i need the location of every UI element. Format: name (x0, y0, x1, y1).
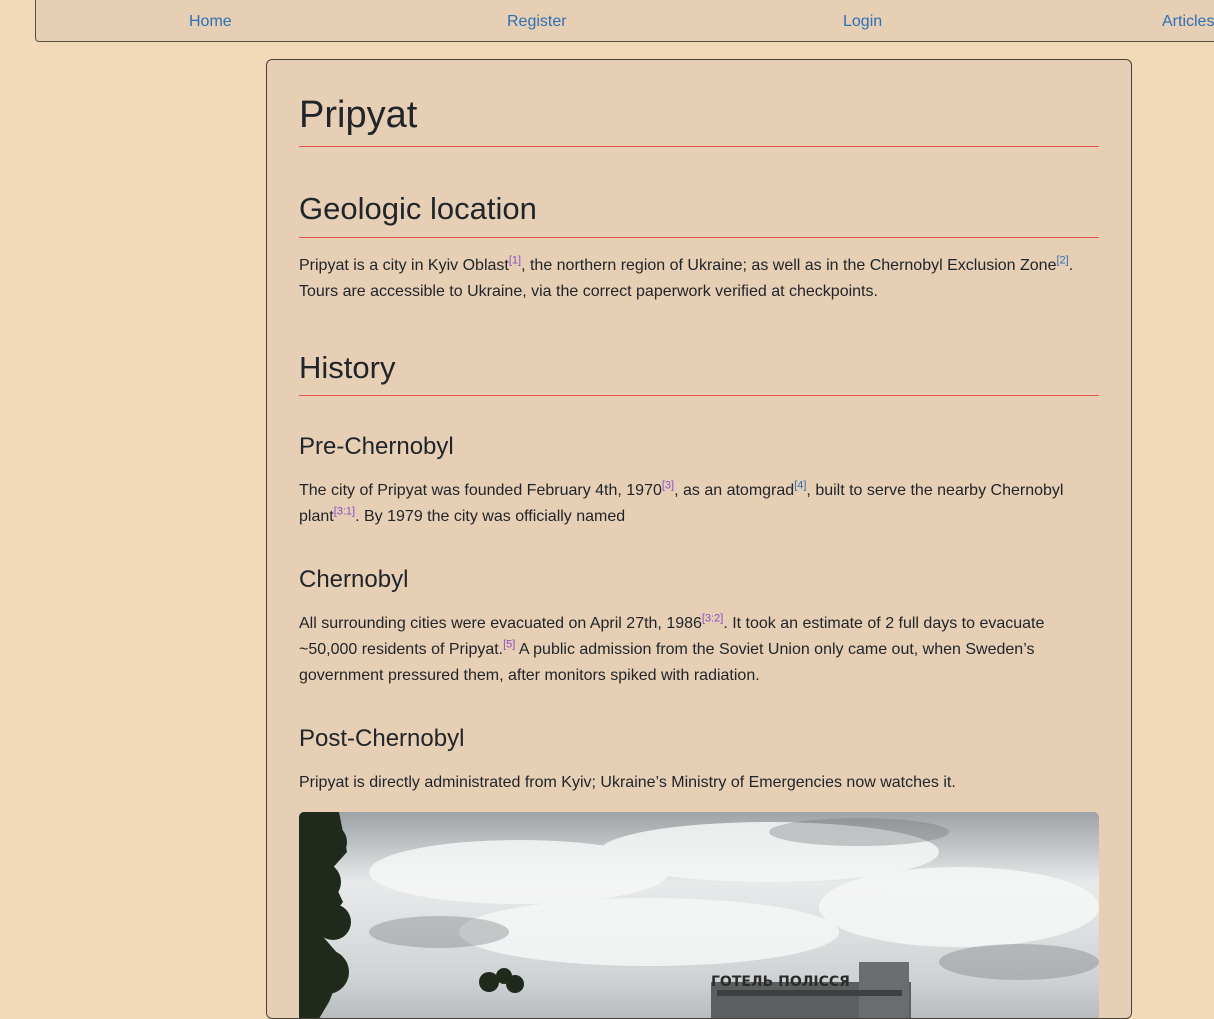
chernobyl-text-2: . It took an estimate of 2 full days to evacuate ~50,000 residents of Pripyat. (299, 615, 1045, 658)
chernobyl-paragraph (299, 611, 1099, 689)
nav-register-link[interactable]: Register (507, 13, 567, 30)
history-heading: History (299, 350, 396, 385)
post-chernobyl-heading: Post-Chernobyl (299, 725, 465, 752)
article-card (266, 59, 1132, 1019)
title-divider (299, 146, 1099, 147)
pripyat-hotel-photo (299, 812, 1099, 1019)
pre-text-1: The city of Pripyat was founded February 4th, 1970 (299, 482, 662, 499)
hotel-sign: ГОТЕЛЬ ПОЛІССЯ (711, 974, 850, 990)
geologic-text-1: Pripyat is a city in Kyiv Oblast (299, 257, 509, 274)
pre-text-4: . By 1979 the city was officially named (355, 508, 626, 525)
page-title: Pripyat (299, 94, 418, 136)
geologic-paragraph (299, 253, 1099, 305)
footnote-ref-3-1[interactable]: [3:1] (333, 505, 356, 518)
geologic-heading: Geologic location (299, 191, 537, 226)
footnote-ref-5[interactable]: [5] (503, 638, 516, 651)
footnote-ref-2[interactable]: [2] (1056, 254, 1069, 267)
post-text-1: Pripyat is directly administrated from Kyiv; Ukraine’s Ministry of Emergencies now watches it. (299, 774, 956, 791)
footnote-ref-3-2[interactable]: [3:2] (701, 612, 724, 625)
pre-text-2: , as an atomgrad (674, 482, 795, 499)
top-navigation (35, 0, 1214, 42)
chernobyl-text-1: All surrounding cities were evacuated on April 27th, 1986 (299, 615, 702, 632)
footnote-ref-1[interactable]: [1] (508, 254, 522, 267)
nav-articles-link[interactable]: Articles (1162, 13, 1214, 30)
pre-chernobyl-paragraph (299, 478, 1099, 530)
photo-illustration (299, 812, 1099, 1019)
pre-chernobyl-heading: Pre-Chernobyl (299, 433, 454, 460)
geologic-text-3: . Tours are accessible to Ukraine, via the correct paperwork verified at checkpoints. (299, 257, 1074, 300)
pre-text-3: , built to serve the nearby Chernobyl plant (299, 482, 1064, 525)
nav-login-link[interactable]: Login (843, 13, 883, 30)
footnote-ref-4[interactable]: [4] (794, 479, 807, 492)
nav-home-link[interactable]: Home (189, 13, 232, 30)
chernobyl-heading: Chernobyl (299, 566, 409, 593)
post-chernobyl-paragraph (299, 770, 1099, 796)
chernobyl-text-3: A public admission from the Soviet Union only came out, when Sweden’s government pressured them, after monitors spiked with radiation. (299, 641, 1035, 684)
geologic-divider (299, 237, 1099, 238)
footnote-ref-3[interactable]: [3] (661, 479, 675, 492)
history-divider (299, 395, 1099, 396)
geologic-text-2: , the northern region of Ukraine; as well as in the Chernobyl Exclusion Zone (521, 257, 1057, 274)
